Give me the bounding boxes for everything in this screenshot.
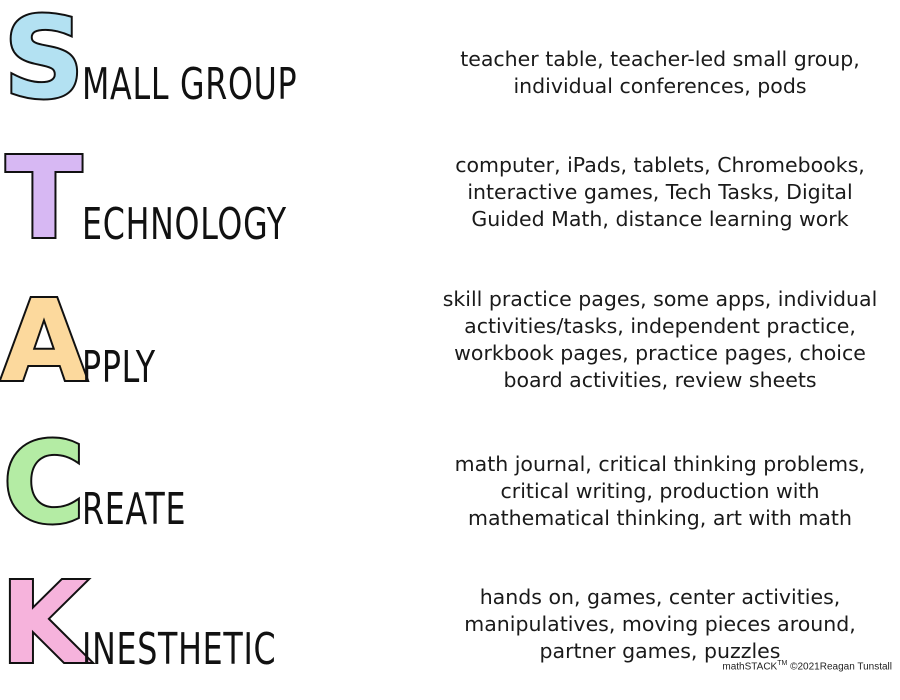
description-line: math journal, critical thinking problems, bbox=[454, 452, 866, 476]
row-description bbox=[420, 46, 900, 100]
initial-letter: K bbox=[0, 559, 88, 689]
stack-row-c bbox=[0, 419, 900, 560]
initial-letter: T bbox=[5, 134, 83, 264]
stack-row-k bbox=[0, 559, 900, 700]
word-rest: PPLY bbox=[82, 342, 156, 393]
initial-letter: C bbox=[2, 419, 86, 549]
description-line: activities/tasks, independent practice, bbox=[464, 314, 856, 338]
footer-trademark: TM bbox=[777, 659, 788, 667]
description-line: critical writing, production with bbox=[500, 479, 820, 503]
word-rest: ECHNOLOGY bbox=[82, 199, 287, 250]
stack-row-s bbox=[0, 0, 900, 135]
copyright-footer bbox=[722, 660, 892, 672]
row-description bbox=[420, 152, 900, 233]
initial-letter: S bbox=[3, 0, 85, 124]
description-line: manipulatives, moving pieces around, bbox=[464, 612, 856, 636]
description-line: skill practice pages, some apps, individual bbox=[442, 287, 878, 311]
description-line: interactive games, Tech Tasks, Digital bbox=[467, 180, 853, 204]
stack-row-a bbox=[0, 277, 900, 418]
description-line: board activities, review sheets bbox=[503, 368, 817, 392]
row-description bbox=[420, 451, 900, 532]
description-line: individual conferences, pods bbox=[513, 74, 807, 98]
description-line: workbook pages, practice pages, choice bbox=[454, 341, 866, 365]
word-rest: REATE bbox=[82, 484, 187, 535]
description-line: mathematical thinking, art with math bbox=[468, 506, 852, 530]
footer-brand: mathSTACK bbox=[722, 661, 778, 672]
initial-letter: A bbox=[0, 277, 88, 407]
description-line: Guided Math, distance learning work bbox=[471, 207, 849, 231]
footer-copyright: ©2021Reagan Tunstall bbox=[790, 661, 892, 672]
description-line: partner games, puzzles bbox=[539, 639, 781, 663]
description-line: computer, iPads, tablets, Chromebooks, bbox=[455, 153, 865, 177]
word-rest: INESTHETIC bbox=[82, 624, 277, 675]
word-rest: MALL GROUP bbox=[82, 59, 298, 110]
row-description bbox=[420, 286, 900, 394]
description-line: teacher table, teacher-led small group, bbox=[460, 47, 860, 71]
description-line: hands on, games, center activities, bbox=[479, 585, 841, 609]
stack-row-t bbox=[0, 134, 900, 275]
row-description bbox=[420, 584, 900, 665]
